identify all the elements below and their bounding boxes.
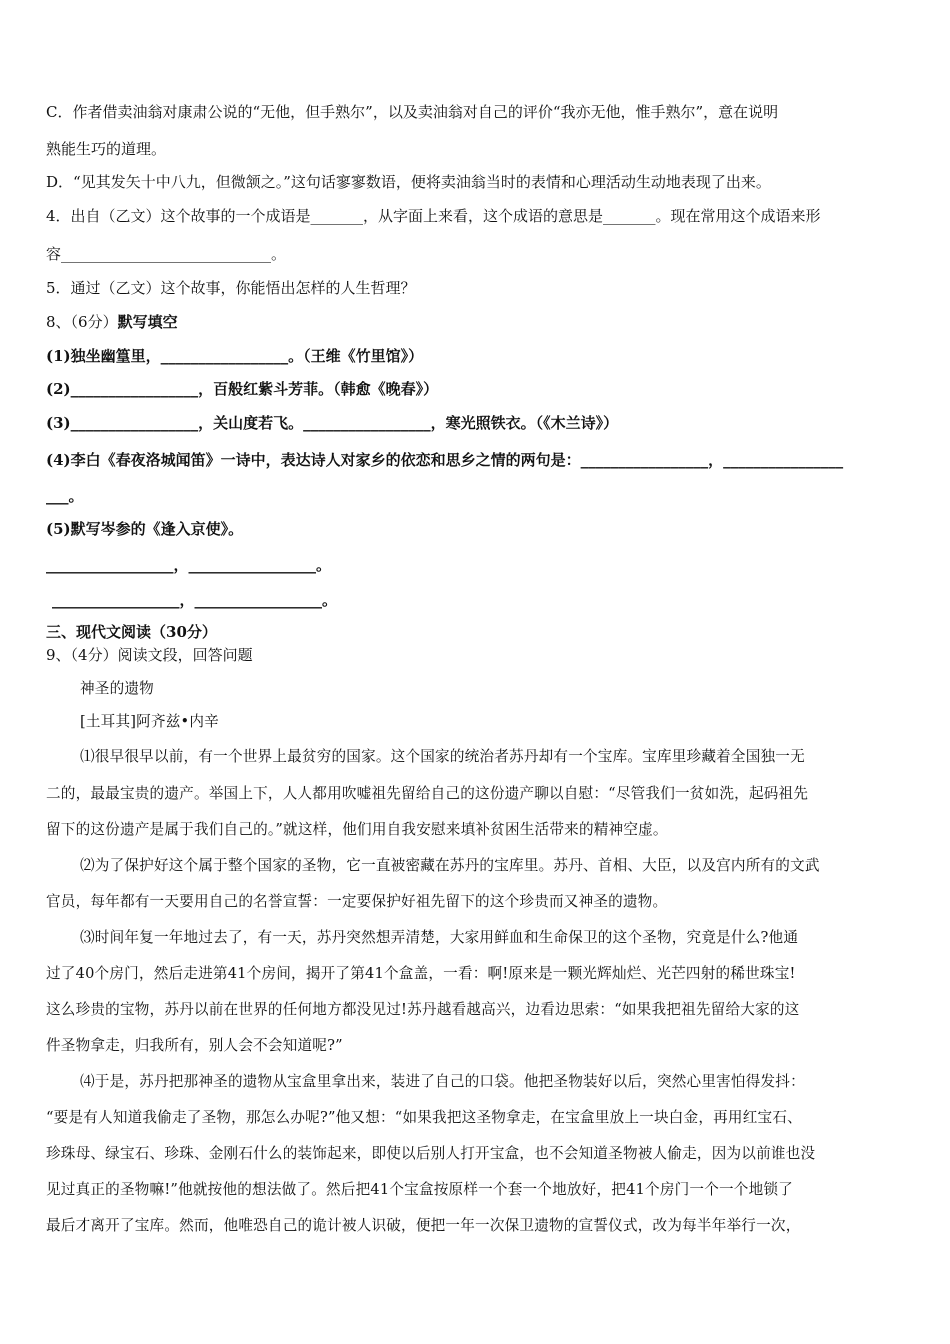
question-4-line-1: 4．出自（乙文）这个故事的一个成语是_______，从字面上来看，这个成语的意思是_______。现在常用这个成语来形 — [46, 207, 821, 225]
dictation-item-4-line-1: (4)李白《春夜洛城闻笛》一诗中，表达诗人对家乡的依恋和思乡之情的两句是：_________________，________________ — [46, 451, 844, 469]
question-5-line: 5．通过（乙文）这个故事，你能悟出怎样的人生哲理？ — [46, 279, 416, 297]
dictation-item-5: (5)默写岑参的《逢入京使》。 — [46, 520, 244, 538]
paragraph-1-line-3: 留下的这份遗产是属于我们自己的。”就这样，他们用自我安慰来填补贫困生活带来的精神空虚。 — [46, 821, 668, 838]
paragraph-4-line-2: “要是有人知道我偷走了圣物，那怎么办呢?”他又想：“如果我把这圣物拿走，在宝盒里放上一块白金，再用红宝石、 — [46, 1109, 802, 1126]
question-9-heading: 9、（4分）阅读文段，回答问题 — [46, 646, 253, 664]
option-c-line-1: C．作者借卖油翁对康肃公说的“无他，但手熟尔”，以及卖油翁对自己的评价“我亦无他，惟手熟尔”，意在说明 — [46, 103, 779, 121]
paragraph-2-line-2: 官员，每年都有一天要用自己的名誉宣誓：一定要保护好祖先留下的这个珍贵而又神圣的遗物。 — [46, 893, 668, 910]
paragraph-1-line-2: 二的，最最宝贵的遗产。举国上下，人人都用吹嘘祖先留给自己的这份遗产聊以自慰：“尽管我们一贫如洗，起码祖先 — [46, 785, 809, 802]
paragraph-3-line-2: 过了40个房门，然后走进第41个房间，揭开了第41个盒盖，一看：啊!原来是一颗光辉灿烂、光芒四射的稀世珠宝! — [46, 965, 796, 982]
dictation-item-1: (1)独坐幽篁里，_________________。（王维《竹里馆》） — [46, 347, 424, 365]
paragraph-3-line-3: 这么珍贵的宝物，苏丹以前在世界的任何地方都没见过!苏丹越看越高兴，边看边思索：“如果我把祖先留给大家的这 — [46, 1001, 800, 1018]
question-4-line-2: 容____________________________。 — [46, 245, 287, 263]
paragraph-2-line-1: ⑵为了保护好这个属于整个国家的圣物，它一直被密藏在苏丹的宝库里。苏丹、首相、大臣，以及宫内所有的文武 — [80, 857, 820, 874]
dictation-item-4-line-2: ___。 — [46, 487, 84, 505]
paragraph-3-line-4: 件圣物拿走，归我所有，别人会不会知道呢?” — [46, 1037, 343, 1054]
question-8-number: 8、（6分） — [46, 313, 118, 331]
paragraph-1-line-1: ⑴很早很早以前，有一个世界上最贫穷的国家。这个国家的统治者苏丹却有一个宝库。宝库里珍藏着全国独一无 — [80, 748, 805, 765]
paragraph-4-line-1: ⑷于是，苏丹把那神圣的遗物从宝盒里拿出来，装进了自己的口袋。他把圣物装好以后，突然心里害怕得发抖： — [80, 1073, 805, 1090]
section-3-heading: 三、现代文阅读（30分） — [46, 623, 217, 641]
option-c-line-2: 熟能生巧的道理。 — [46, 140, 167, 158]
article-author: [土耳其]阿齐兹•内辛 — [80, 713, 219, 730]
paragraph-3-line-1: ⑶时间年复一年地过去了，有一天，苏丹突然想弄清楚，大家用鲜血和生命保卫的这个圣物，究竟是什么?他通 — [80, 929, 799, 946]
option-d-line: D．“见其发矢十中八九，但微颔之。”这句话寥寥数语，便将卖油翁当时的表情和心理活动生动地表现了出来。 — [46, 173, 771, 191]
question-8-heading — [46, 311, 178, 333]
dictation-item-5-blank-2: _________________，_________________。 — [52, 591, 338, 609]
article-title: 神圣的遗物 — [80, 680, 154, 697]
dictation-item-3: (3)_________________，关山度若飞。_________________，寒光照铁衣。（《木兰诗》） — [46, 414, 619, 432]
paragraph-4-line-3: 珍珠母、绿宝石、珍珠、金刚石什么的装饰起来，即使以后别人打开宝盒，也不会知道圣物被人偷走，因为以前谁也没 — [46, 1145, 816, 1162]
dictation-item-2: (2)_________________，百般红紫斗芳菲。（韩愈《晚春》） — [46, 380, 439, 398]
paragraph-4-line-4: 见过真正的圣物嘛!”他就按他的想法做了。然后把41个宝盒按原样一个套一个地放好，把41个房门一个一个地锁了 — [46, 1181, 793, 1198]
dictation-item-5-blank-1: _________________，_________________。 — [46, 556, 332, 574]
question-8-title: 默写填空 — [117, 313, 178, 331]
paragraph-4-line-5: 最后才离开了宝库。然而，他唯恐自己的诡计被人识破，便把一年一次保卫遗物的宣誓仪式，改为每半年举行一次， — [46, 1217, 801, 1234]
